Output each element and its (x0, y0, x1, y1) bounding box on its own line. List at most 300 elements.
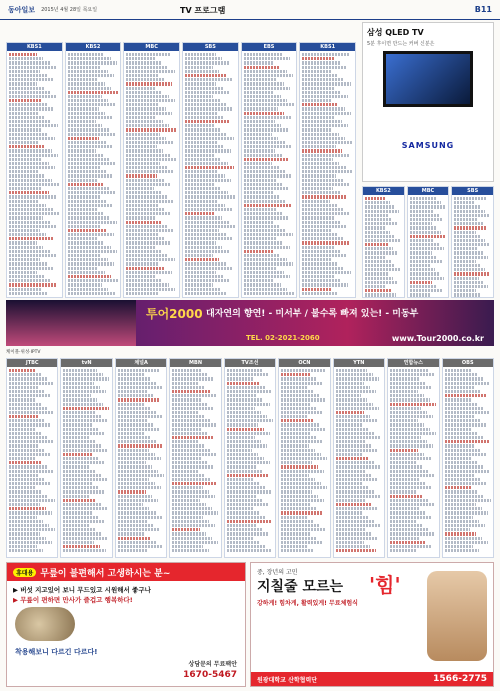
program-line (302, 262, 337, 265)
program-line (227, 394, 258, 397)
program-line (185, 258, 219, 261)
channel-column (442, 358, 494, 558)
program-line (365, 201, 390, 204)
program-line (9, 124, 58, 127)
program-line (454, 214, 489, 217)
program-line (63, 390, 106, 393)
channel-name: TV조선 (225, 359, 275, 367)
program-line (244, 166, 279, 169)
program-line (390, 386, 432, 389)
program-line (118, 528, 159, 531)
program-line (281, 507, 315, 510)
program-line (172, 495, 214, 498)
program-line (281, 499, 324, 502)
program-line (172, 444, 205, 447)
program-lines (66, 51, 121, 297)
ad-phone: 1670-5467 (183, 670, 237, 680)
program-line (9, 283, 57, 286)
program-line (9, 490, 42, 493)
program-line (227, 524, 257, 527)
program-line (126, 166, 167, 169)
program-line (390, 373, 435, 376)
program-line (63, 490, 104, 493)
program-line (185, 229, 219, 232)
program-line (63, 520, 105, 523)
program-line (172, 465, 214, 468)
program-line (185, 162, 228, 165)
program-line (336, 461, 375, 464)
program-line (126, 74, 158, 77)
program-line (63, 377, 109, 380)
program-line (126, 120, 162, 123)
program-line (244, 229, 287, 232)
program-line (68, 170, 107, 173)
program-line (302, 61, 341, 64)
program-line (126, 237, 165, 240)
program-line (227, 382, 260, 385)
program-line (185, 246, 222, 249)
program-line (68, 250, 118, 253)
program-line (185, 221, 229, 224)
program-line (126, 212, 171, 215)
tv-schedule-grid-right (362, 186, 494, 298)
program-line (365, 197, 385, 200)
program-line (445, 423, 487, 426)
program-line (9, 166, 55, 169)
program-line (9, 82, 37, 85)
program-line (281, 423, 320, 426)
program-line (244, 162, 272, 165)
program-line (118, 436, 151, 439)
program-lines (124, 51, 179, 297)
program-line (227, 511, 260, 514)
program-line (172, 394, 216, 397)
program-line (9, 87, 44, 90)
program-line (336, 495, 381, 498)
program-line (9, 250, 50, 253)
program-line (454, 222, 482, 225)
program-line (336, 545, 370, 548)
program-line (9, 482, 51, 485)
program-line (281, 511, 321, 514)
program-line (244, 120, 275, 123)
program-line (63, 470, 95, 473)
program-line (68, 128, 109, 131)
program-line (336, 369, 367, 372)
program-line (227, 528, 263, 531)
channel-column (65, 42, 122, 298)
program-line (454, 277, 478, 280)
program-line (281, 457, 327, 460)
program-line (244, 174, 292, 177)
program-line (126, 66, 168, 69)
program-line (390, 499, 428, 502)
program-line (302, 195, 346, 198)
program-line (302, 292, 338, 295)
program-line (68, 107, 99, 110)
program-line (302, 70, 331, 73)
program-line (63, 532, 102, 535)
program-line (227, 495, 256, 498)
program-line (9, 428, 35, 431)
program-line (172, 532, 206, 535)
program-line (281, 394, 320, 397)
program-line (126, 145, 156, 148)
program-line (185, 133, 227, 136)
program-line (281, 419, 314, 422)
program-line (227, 470, 262, 473)
program-line (185, 128, 220, 131)
program-line (336, 419, 377, 422)
program-line (336, 482, 363, 485)
program-line (185, 170, 218, 173)
program-line (126, 208, 164, 211)
program-line (185, 154, 214, 157)
program-line (68, 221, 117, 224)
program-line (63, 432, 103, 435)
program-line (126, 87, 155, 90)
program-line (68, 254, 101, 257)
program-line (63, 474, 101, 477)
program-line (68, 112, 105, 115)
program-line (336, 457, 369, 460)
program-line (118, 516, 162, 519)
program-line (390, 390, 417, 393)
program-line (118, 411, 157, 414)
program-line (9, 390, 44, 393)
program-line (9, 133, 48, 136)
program-line (185, 82, 216, 85)
program-line (172, 453, 217, 456)
ad-bullet-1: ▶ 버섯 지고있어 보니 무드있고 시원해서 좋구나 (13, 586, 151, 594)
program-line (244, 53, 284, 56)
issue-date: 2015년 4월 28일 목요일 (41, 7, 98, 13)
program-line (390, 507, 419, 510)
program-line (118, 407, 151, 410)
program-line (9, 486, 36, 489)
samsung-logo: SAMSUNG (401, 141, 455, 150)
program-line (244, 124, 281, 127)
program-line (302, 128, 332, 131)
program-line (410, 256, 437, 259)
program-line (390, 411, 427, 414)
channel-name: EBS (242, 43, 297, 51)
program-line (445, 516, 473, 519)
program-line (9, 478, 45, 481)
program-line (126, 128, 176, 131)
program-line (172, 520, 209, 523)
program-line (118, 398, 160, 401)
program-line (454, 226, 487, 229)
program-line (227, 373, 269, 376)
program-line (185, 292, 227, 295)
program-line (445, 486, 473, 489)
program-line (227, 490, 271, 493)
program-line (336, 511, 363, 514)
program-line (302, 166, 346, 169)
program-line (227, 516, 266, 519)
program-line (244, 187, 289, 190)
program-lines (334, 367, 384, 554)
program-line (390, 478, 419, 481)
channel-column (169, 358, 221, 558)
program-line (390, 428, 430, 431)
program-line (445, 528, 471, 531)
program-line (227, 432, 270, 435)
program-line (227, 503, 268, 506)
program-line (9, 112, 38, 115)
program-line (126, 229, 174, 232)
program-line (244, 91, 274, 94)
program-line (68, 99, 109, 102)
program-line (390, 520, 416, 523)
program-line (118, 419, 148, 422)
program-line (172, 377, 212, 380)
tour2000-banner-ad (6, 300, 494, 346)
program-line (454, 235, 480, 238)
channel-column (115, 358, 167, 558)
program-line (185, 61, 229, 64)
program-line (302, 254, 347, 257)
program-line (281, 461, 312, 464)
program-line (185, 179, 231, 182)
channel-column (123, 42, 180, 298)
program-line (302, 116, 335, 119)
program-line (68, 237, 98, 240)
program-line (454, 201, 475, 204)
program-line (390, 394, 423, 397)
ad-contact-label: 상담문의 무료팩안 (188, 661, 237, 668)
program-line (244, 225, 280, 228)
program-line (185, 53, 216, 56)
program-line (227, 411, 261, 414)
program-line (445, 532, 477, 535)
program-line (9, 154, 58, 157)
program-line (172, 407, 213, 410)
program-line (244, 208, 276, 211)
program-line (118, 465, 152, 468)
program-line (445, 507, 482, 510)
program-line (63, 503, 102, 506)
program-line (227, 457, 265, 460)
program-line (9, 187, 42, 190)
program-line (390, 403, 436, 406)
program-line (63, 369, 96, 372)
program-line (227, 474, 268, 477)
program-line (118, 549, 147, 552)
program-line (302, 82, 351, 85)
program-line (302, 216, 333, 219)
ad-title: 삼성 QLED TV (367, 28, 424, 37)
program-line (63, 478, 107, 481)
program-line (454, 239, 485, 242)
program-line (227, 449, 253, 452)
program-line (9, 288, 41, 291)
program-line (126, 279, 162, 282)
ad-bullet-2: ▶ 무릎이 편하면 만사가 즐겁고 행복하다! (13, 596, 133, 604)
program-line (68, 116, 112, 119)
program-line (244, 158, 289, 161)
program-line (445, 377, 483, 380)
program-line (244, 233, 293, 236)
program-line (118, 537, 150, 540)
program-line (9, 495, 48, 498)
program-line (365, 285, 386, 288)
program-line (118, 440, 157, 443)
program-line (185, 233, 226, 236)
program-line (9, 419, 44, 422)
program-line (63, 436, 89, 439)
program-line (281, 444, 308, 447)
program-line (302, 191, 339, 194)
program-line (9, 174, 45, 177)
program-line (244, 258, 287, 261)
program-line (126, 271, 172, 274)
program-line (172, 423, 216, 426)
program-line (410, 197, 436, 200)
program-line (63, 444, 101, 447)
program-line (365, 251, 398, 254)
program-line (390, 382, 426, 385)
program-line (390, 482, 425, 485)
program-line (454, 205, 480, 208)
program-line (365, 210, 399, 213)
program-line (410, 222, 432, 225)
program-line (445, 490, 479, 493)
program-line (118, 503, 144, 506)
program-line (302, 237, 344, 240)
program-line (390, 465, 422, 468)
program-line (390, 524, 423, 527)
program-line (9, 453, 51, 456)
program-line (410, 226, 437, 229)
program-line (454, 218, 477, 221)
program-line (336, 516, 369, 519)
program-line (9, 116, 44, 119)
program-line (302, 246, 334, 249)
program-line (63, 549, 105, 552)
ad-headline-2: 지칠줄 모르는 (257, 579, 344, 595)
program-line (390, 461, 416, 464)
program-line (302, 120, 342, 123)
program-line (68, 145, 113, 148)
program-line (68, 53, 104, 56)
program-line (445, 465, 484, 468)
program-line (244, 61, 274, 64)
program-line (244, 78, 277, 81)
program-line (281, 465, 318, 468)
program-line (410, 251, 432, 254)
program-line (454, 264, 480, 267)
program-line (118, 545, 162, 548)
channel-name: OCN (279, 359, 329, 367)
program-line (302, 233, 337, 236)
program-line (445, 444, 475, 447)
program-line (9, 141, 38, 144)
program-line (302, 91, 341, 94)
program-line (63, 411, 94, 414)
program-line (410, 214, 439, 217)
program-line (63, 373, 102, 376)
program-line (336, 390, 376, 393)
program-line (118, 369, 159, 372)
program-line (63, 394, 91, 397)
program-line (365, 277, 393, 280)
program-line (390, 516, 431, 519)
program-line (172, 390, 210, 393)
program-line (63, 428, 97, 431)
program-line (336, 436, 380, 439)
program-line (185, 200, 218, 203)
program-line (336, 440, 365, 443)
program-line (244, 275, 291, 278)
program-line (68, 288, 109, 291)
program-line (454, 256, 487, 259)
tv-schedule-grid (6, 42, 356, 298)
program-line (118, 524, 153, 527)
program-line (227, 507, 253, 510)
program-line (63, 382, 94, 385)
program-line (227, 440, 261, 443)
program-line (9, 545, 37, 548)
program-lines (242, 51, 297, 297)
program-line (410, 289, 442, 292)
program-line (336, 403, 374, 406)
program-line (244, 283, 281, 286)
program-line (302, 250, 341, 253)
program-line (410, 268, 435, 271)
program-line (281, 532, 310, 535)
program-line (445, 428, 472, 431)
program-line (63, 407, 109, 410)
program-line (410, 243, 439, 246)
program-line (118, 432, 145, 435)
ad-pill-label: 휴대용 (13, 568, 36, 577)
model-photo (427, 571, 487, 661)
program-line (68, 212, 104, 215)
program-line (227, 398, 264, 401)
program-line (445, 457, 472, 460)
program-line (63, 398, 97, 401)
program-line (454, 247, 478, 250)
program-line (445, 549, 480, 552)
program-line (9, 254, 57, 257)
program-line (9, 386, 38, 389)
program-line (445, 511, 488, 514)
program-line (244, 271, 284, 274)
program-line (68, 246, 111, 249)
program-line (281, 474, 309, 477)
program-line (185, 74, 226, 77)
program-line (172, 449, 211, 452)
program-line (185, 145, 224, 148)
program-line (126, 137, 166, 140)
program-line (68, 258, 108, 261)
program-line (63, 511, 93, 514)
program-line (9, 258, 40, 261)
program-line (336, 528, 367, 531)
program-line (9, 279, 51, 282)
program-line (172, 470, 199, 473)
program-line (126, 250, 161, 253)
channel-column (6, 358, 58, 558)
program-line (185, 262, 226, 265)
program-line (281, 386, 307, 389)
program-line (244, 70, 287, 73)
program-line (68, 183, 103, 186)
program-line (9, 162, 49, 165)
program-line (68, 271, 105, 274)
